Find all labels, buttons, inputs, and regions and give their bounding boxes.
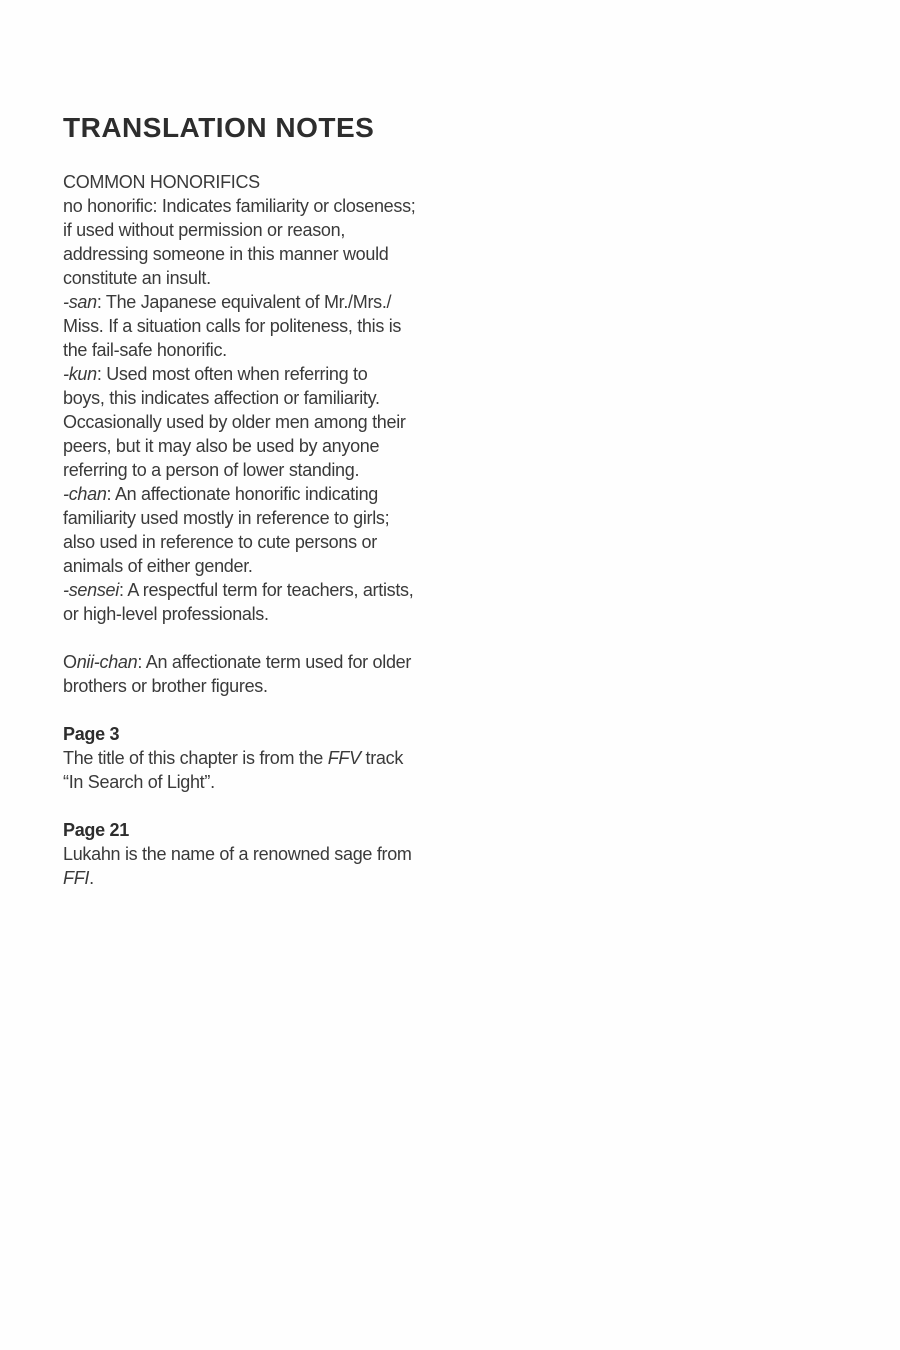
text-line: familiarity used mostly in reference to girls; xyxy=(63,508,390,528)
text-line: “In Search of Light”. xyxy=(63,772,215,792)
section-page-21-note xyxy=(63,818,483,890)
text-line: boys, this indicates affection or familiarity. xyxy=(63,388,380,408)
text-line: referring to a person of lower standing. xyxy=(63,460,360,480)
text-line: the fail-safe honorific. xyxy=(63,340,227,360)
section-common-honorifics xyxy=(63,170,483,626)
text-line: also used in reference to cute persons or xyxy=(63,532,377,552)
page-title: TRANSLATION NOTES xyxy=(63,112,375,143)
text-line: Page 21 xyxy=(63,820,129,840)
text-line: or high-level professionals. xyxy=(63,604,269,624)
translation-notes-column xyxy=(63,112,483,914)
text-line: animals of either gender. xyxy=(63,556,253,576)
text-line: The title of this chapter is from the FFV track xyxy=(63,748,404,768)
text-line: addressing someone in this manner would xyxy=(63,244,389,264)
text-line: -chan: An affectionate honorific indicating xyxy=(63,484,378,504)
text-line: Lukahn is the name of a renowned sage from xyxy=(63,844,412,864)
text-line: Page 3 xyxy=(63,724,120,744)
text-line: COMMON HONORIFICS xyxy=(63,172,260,192)
text-line: -sensei: A respectful term for teachers, artists, xyxy=(63,580,414,600)
section-page-3-note xyxy=(63,722,483,794)
text-line: Onii-chan: An affectionate term used for older xyxy=(63,652,412,672)
text-line: Occasionally used by older men among their xyxy=(63,412,406,432)
section-onii-chan-note xyxy=(63,650,483,698)
text-line: no honorific: Indicates familiarity or closeness; xyxy=(63,196,416,216)
text-line: -san: The Japanese equivalent of Mr./Mrs./ xyxy=(63,292,392,312)
text-line: brothers or brother figures. xyxy=(63,676,268,696)
text-line: FFI. xyxy=(63,868,94,888)
text-line: if used without permission or reason, xyxy=(63,220,346,240)
text-line: peers, but it may also be used by anyone xyxy=(63,436,380,456)
text-line: Miss. If a situation calls for politeness, this is xyxy=(63,316,402,336)
text-line: -kun: Used most often when referring to xyxy=(63,364,368,384)
text-line: constitute an insult. xyxy=(63,268,211,288)
